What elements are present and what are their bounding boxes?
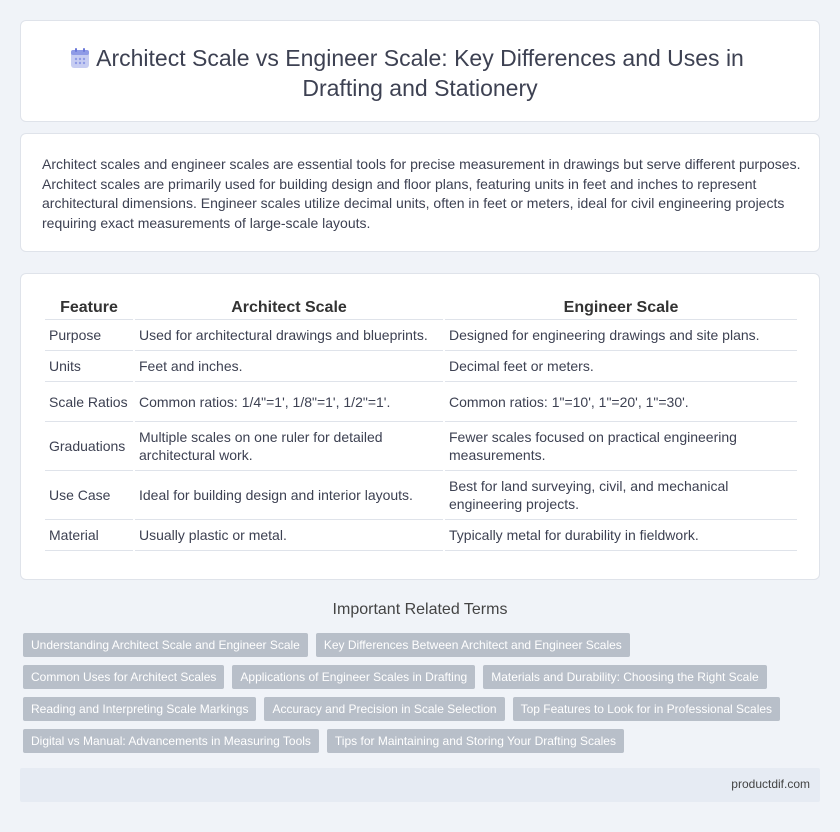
header-card xyxy=(20,20,820,122)
related-term-tag[interactable]: Accuracy and Precision in Scale Selection xyxy=(264,697,504,721)
table-row xyxy=(45,520,797,551)
architect-cell: Ideal for building design and interior layouts. xyxy=(135,471,443,520)
feature-cell: Purpose xyxy=(45,320,133,351)
architect-cell: Usually plastic or metal. xyxy=(135,520,443,551)
related-term-tag[interactable]: Reading and Interpreting Scale Markings xyxy=(23,697,256,721)
column-header-feature: Feature xyxy=(45,296,133,320)
feature-cell: Units xyxy=(45,351,133,382)
table-header-row xyxy=(45,296,797,320)
table-row xyxy=(45,422,797,471)
table-row xyxy=(45,320,797,351)
engineer-cell: Best for land surveying, civil, and mechanical engineering projects. xyxy=(445,471,797,520)
footer xyxy=(20,768,820,802)
column-header-engineer: Engineer Scale xyxy=(445,296,797,320)
engineer-cell: Decimal feet or meters. xyxy=(445,351,797,382)
architect-cell: Common ratios: 1/4"=1', 1/8"=1', 1/2"=1'. xyxy=(135,382,443,422)
engineer-cell: Common ratios: 1"=10', 1"=20', 1"=30'. xyxy=(445,382,797,422)
related-term-tag[interactable]: Applications of Engineer Scales in Drafting xyxy=(232,665,475,689)
architect-cell: Used for architectural drawings and blueprints. xyxy=(135,320,443,351)
tag-row xyxy=(23,697,823,721)
related-terms-tags xyxy=(23,633,823,761)
comparison-table-card xyxy=(20,273,820,580)
engineer-cell: Fewer scales focused on practical engineering measurements. xyxy=(445,422,797,471)
engineer-cell: Typically metal for durability in fieldwork. xyxy=(445,520,797,551)
related-term-tag[interactable]: Common Uses for Architect Scales xyxy=(23,665,224,689)
engineer-cell: Designed for engineering drawings and site plans. xyxy=(445,320,797,351)
feature-cell: Graduations xyxy=(45,422,133,471)
related-term-tag[interactable]: Understanding Architect Scale and Engineer Scale xyxy=(23,633,308,657)
related-term-tag[interactable]: Key Differences Between Architect and Engineer Scales xyxy=(316,633,630,657)
related-term-tag[interactable]: Digital vs Manual: Advancements in Measuring Tools xyxy=(23,729,319,753)
column-header-architect: Architect Scale xyxy=(135,296,443,320)
intro-paragraph: Architect scales and engineer scales are essential tools for precise measurement in drawings but serve different purposes. Architect scales are primarily used for building design and floor plans, featuring units in feet and inches to represent architectural dimensions. Engineer scales utilize decimal units, often in feet or meters, ideal for civil engineering projects requiring exact measurements of large-scale layouts. xyxy=(42,156,801,231)
related-terms-heading: Important Related Terms xyxy=(332,601,508,618)
related-term-tag[interactable]: Materials and Durability: Choosing the Right Scale xyxy=(483,665,766,689)
architect-cell: Multiple scales on one ruler for detailed architectural work. xyxy=(135,422,443,471)
feature-cell: Scale Ratios xyxy=(45,382,133,422)
comparison-table xyxy=(43,296,799,551)
table-row xyxy=(45,471,797,520)
related-term-tag[interactable]: Top Features to Look for in Professional Scales xyxy=(513,697,780,721)
tag-row xyxy=(23,665,823,689)
feature-cell: Use Case xyxy=(45,471,133,520)
site-link[interactable]: productdif.com xyxy=(731,777,810,791)
tag-row xyxy=(23,633,823,657)
related-term-tag[interactable]: Tips for Maintaining and Storing Your Drafting Scales xyxy=(327,729,624,753)
architect-cell: Feet and inches. xyxy=(135,351,443,382)
intro-card xyxy=(20,133,820,252)
table-row xyxy=(45,351,797,382)
feature-cell: Material xyxy=(45,520,133,551)
page-title: Architect Scale vs Engineer Scale: Key Differences and Uses in Drafting and Stationery xyxy=(96,45,744,101)
tag-row xyxy=(23,729,823,753)
table-row xyxy=(45,382,797,422)
